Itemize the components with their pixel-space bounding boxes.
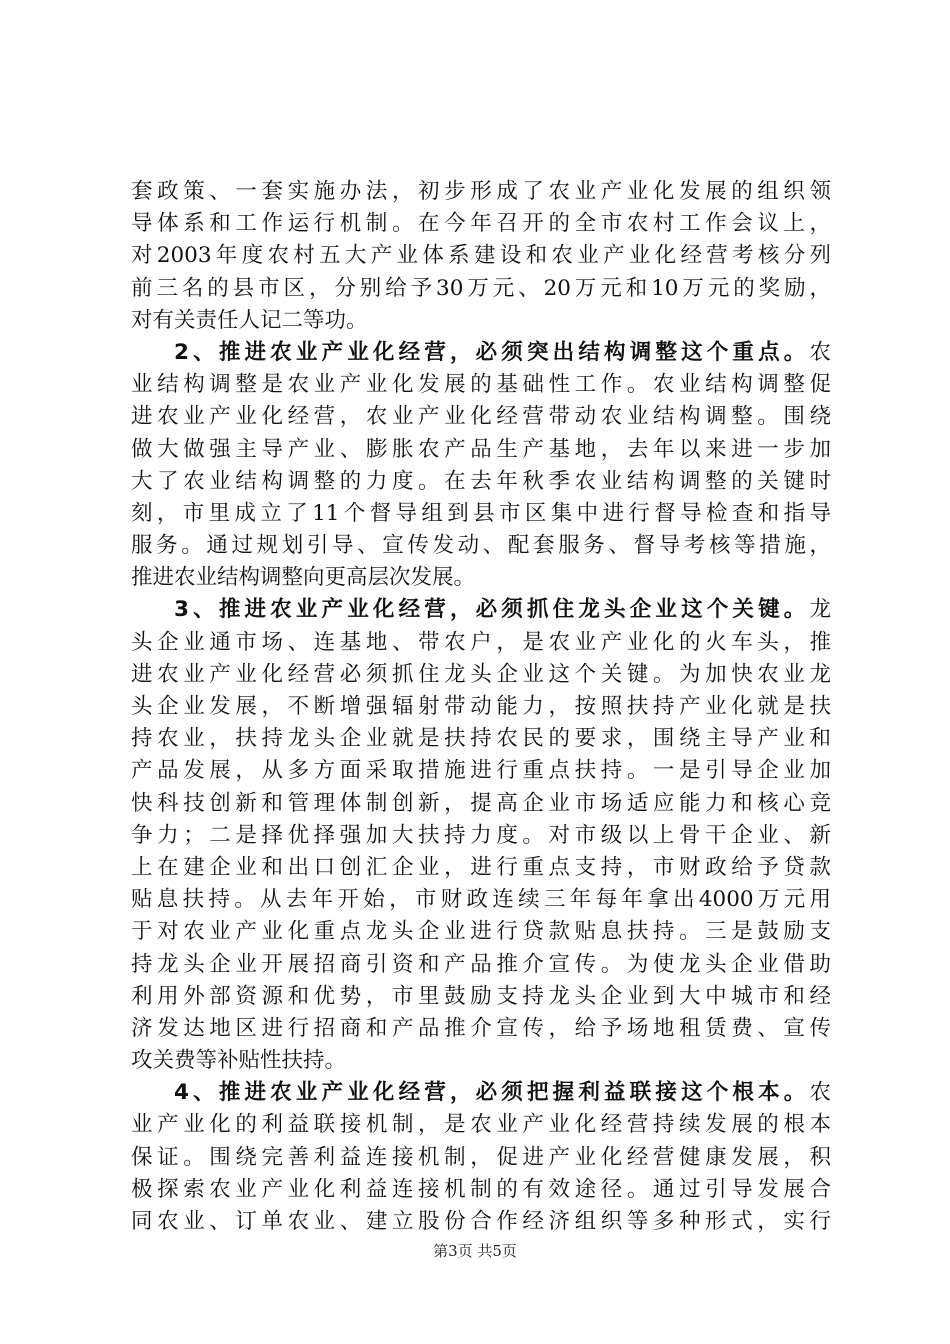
text-line: 于对农业产业化重点龙头企业进行贷款贴息扶持。三是鼓励支 (131, 919, 831, 945)
text-line: 做大做强主导产业、膨胀农产品生产基地，去年以来进一步加 (131, 436, 831, 462)
text-line: 业产业化的利益联接机制，是农业产业化经营持续发展的根本 (131, 1112, 831, 1138)
text-run: 农 (809, 339, 831, 365)
section-2-first-line (131, 337, 831, 369)
text-run: 农 (809, 1080, 831, 1106)
text-line: 贴息扶持。从去年开始，市财政连续三年每年拿出4000万元用 (131, 887, 831, 913)
text-line: 争力；二是择优择强加大扶持力度。对市级以上骨干企业、新 (131, 822, 831, 848)
text-line: 服务。通过规划引导、宣传发动、配套服务、督导考核等措施， (131, 533, 831, 559)
text-line: 进农业产业化经营必须抓住龙头企业这个关键。为加快农业龙 (131, 661, 831, 687)
text-line: 大了农业结构调整的力度。在去年秋季农业结构调整的关键时 (131, 468, 831, 494)
text-line: 对2003年度农村五大产业体系建设和农业产业化经营考核分列 (131, 243, 831, 269)
section-2-heading: 2、推进农业产业化经营，必须突出结构调整这个重点。 (174, 339, 810, 365)
text-line: 刻，市里成立了11个督导组到县市区集中进行督导检查和指导 (131, 500, 831, 526)
text-line: 上在建企业和出口创汇企业，进行重点支持，市财政给予贷款 (131, 854, 831, 880)
text-line: 极探索农业产业化利益连接机制的有效途径。通过引导发展合 (131, 1176, 831, 1202)
section-3-heading: 3、推进农业产业化经营，必须抓住龙头企业这个关键。 (174, 597, 810, 623)
text-line: 导体系和工作运行机制。在今年召开的全市农村工作会议上， (131, 211, 831, 237)
text-line: 进农业产业化经营，农业产业化经营带动农业结构调整。围绕 (131, 404, 831, 430)
text-line: 利用外部资源和优势，市里鼓励支持龙头企业到大中城市和经 (131, 983, 831, 1009)
text-line: 保证。围绕完善利益连接机制，促进产业化经营健康发展，积 (131, 1144, 831, 1170)
section-4-first-line (131, 1077, 831, 1109)
document-body (131, 176, 831, 1238)
text-line: 产品发展，从多方面采取措施进行重点扶持。一是引导企业加 (131, 758, 831, 784)
text-line: 前三名的县市区，分别给予30万元、20万元和10万元的奖励， (131, 275, 831, 301)
text-line: 业结构调整是农业产业化发展的基础性工作。农业结构调整促 (131, 372, 831, 398)
text-line: 持龙头企业开展招商引资和产品推介宣传。为使龙头企业借助 (131, 951, 831, 977)
text-line: 对有关责任人记二等功。 (131, 307, 368, 333)
text-line: 套政策、一套实施办法，初步形成了农业产业化发展的组织领 (131, 179, 831, 204)
text-line: 头企业通市场、连基地、带农户，是农业产业化的火车头，推 (131, 629, 831, 655)
page-number-footer: 第3页 共5页 (433, 1242, 517, 1260)
section-4-heading: 4、推进农业产业化经营，必须把握利益联接这个根本。 (174, 1080, 810, 1106)
text-run: 龙 (809, 597, 831, 623)
text-line: 持农业，扶持龙头企业就是扶持农民的要求，围绕主导产业和 (131, 726, 831, 752)
text-line: 头企业发展，不断增强辐射带动能力，按照扶持产业化就是扶 (131, 694, 831, 719)
text-line: 攻关费等补贴性扶持。 (131, 1048, 347, 1074)
text-line: 快科技创新和管理体制创新，提高企业市场适应能力和核心竞 (131, 790, 831, 816)
text-line: 推进农业结构调整向更高层次发展。 (131, 565, 476, 591)
text-line: 济发达地区进行招商和产品推介宣传，给予场地租赁费、宣传 (131, 1015, 831, 1041)
section-3-first-line (131, 594, 831, 626)
text-line: 同农业、订单农业、建立股份合作经济组织等多种形式，实行 (131, 1209, 831, 1234)
